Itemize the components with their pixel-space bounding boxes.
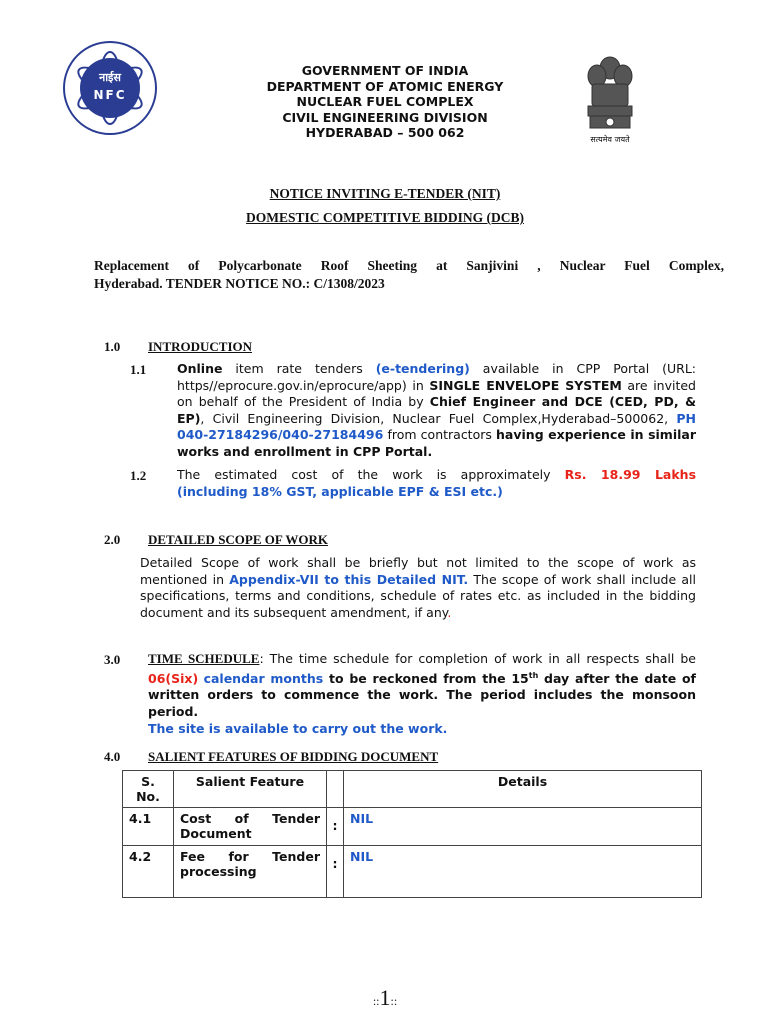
header-line-2: DEPARTMENT OF ATOMIC ENERGY [266, 78, 504, 94]
section-4-title: SALIENT FEATURES OF BIDDING DOCUMENT [148, 749, 439, 764]
section-1-title: INTRODUCTION [148, 339, 253, 354]
row-separator: : [327, 846, 344, 898]
online-text: Online [177, 361, 223, 376]
eligibility-text: having experience in similar works and enrollment in CPP Portal. [177, 427, 696, 459]
header-line-4: CIVIL ENGINEERING DIVISION [282, 109, 488, 125]
nfc-logo [62, 40, 158, 136]
cost-inclusions: (including 18% GST, applicable EPF & ESI etc.) [177, 483, 503, 499]
national-emblem [582, 50, 638, 150]
salient-features-table [122, 770, 702, 898]
table-row [123, 808, 702, 846]
envelope-system-text: SINGLE ENVELOPE SYSTEM [429, 377, 622, 393]
row-details: NIL [344, 808, 702, 846]
time-schedule-paragraph: TIME SCHEDULE: The time schedule for completion of work in all respects shall be 06(Six) calendar months to be reckoned from the 15th day after the date of written orders to commence the work. The period includes the monsoon period. The site is available to carry out the work. [148, 651, 696, 736]
row-feature: Cost of Tender Document [174, 808, 327, 846]
section-3-number: 3.0 [104, 652, 121, 667]
para-1-1: Online item rate tenders (e-tendering) available in CPP Portal (URL: https//eprocure.gov.in/eprocure/app) in SINGLE ENVELOPE SYSTEM are invited on behalf of the President of India by Chief Engineer and DCE (CED, PD, & EP), Civil Engineering Division, Nuclear Fuel Complex,Hyderabad–500062, PH 040-27184296/040-27184496 from contractors having experience in similar works and enrollment in CPP Portal. [177, 361, 696, 459]
office-header [230, 63, 540, 141]
para-1-2-number: 1.2 [130, 468, 147, 483]
bidding-type-title: DOMESTIC COMPETITIVE BIDDING (DCB) [246, 210, 524, 225]
tender-subject [94, 257, 724, 293]
section-1-number: 1.0 [104, 339, 121, 354]
header-line-5: HYDERABAD – 500 062 [305, 125, 465, 140]
site-availability-text: The site is available to carry out the work. [148, 720, 448, 736]
calendar-months-text: calendar months [203, 670, 324, 686]
scope-paragraph: Detailed Scope of work shall be briefly but not limited to the scope of work as mentioned in Appendix-VII to this Detailed NIT. The scope of work shall include all specifications, terms and conditions, schedule of rates etc. as included in the bidding document and its subsequent amendment, if any. [140, 555, 697, 620]
row-sno: 4.1 [123, 808, 174, 846]
section-2-title: DETAILED SCOPE OF WORK [148, 532, 328, 547]
table-row [123, 846, 702, 898]
header-feature: Salient Feature [174, 771, 327, 808]
section-2-number: 2.0 [104, 532, 121, 547]
section-4-number: 4.0 [104, 749, 121, 764]
header-line-1: GOVERNMENT OF INDIA [301, 63, 469, 78]
nfc-label: NFC [93, 88, 127, 102]
para-1-2: The estimated cost of the work is approximately Rs. 18.99 Lakhs (including 18% GST, applicable EPF & ESI etc.) [177, 467, 697, 499]
row-feature: Fee for Tender processing [174, 846, 327, 898]
page-footer: ::1:: [372, 985, 398, 1010]
table-header-row [123, 771, 702, 808]
phone-numbers: PH 040-27184296/040-27184496 [177, 410, 696, 443]
emblem-motto: सत्यमेव जयते [590, 135, 630, 144]
estimated-cost: Rs. 18.99 Lakhs [564, 467, 697, 482]
notice-title: NOTICE INVITING E-TENDER (NIT) [269, 186, 501, 201]
subject-line-1: Replacement of Polycarbonate Roof Sheeting at Sanjivini , Nuclear Fuel Complex, [94, 258, 724, 273]
para-1-1-number: 1.1 [130, 362, 147, 377]
header-line-3: NUCLEAR FUEL COMPLEX [296, 94, 474, 109]
header-sno: S. No. [123, 771, 174, 808]
appendix-reference: Appendix-VII to this Detailed NIT. [229, 571, 469, 587]
page-number: 1 [379, 985, 391, 1010]
row-details: NIL [344, 846, 702, 898]
nfc-hindi-label: नाईस [99, 71, 121, 84]
header-details: Details [344, 771, 702, 808]
subject-line-2: Hyderabad. TENDER NOTICE NO.: C/1308/2023 [94, 276, 385, 291]
row-sno: 4.2 [123, 846, 174, 898]
e-tendering-text: (e-tendering) [375, 361, 470, 376]
row-separator: : [327, 808, 344, 846]
section-3-title: TIME SCHEDULE [148, 651, 260, 666]
authority-text: Chief Engineer and DCE (CED, PD, & EP) [177, 394, 696, 426]
duration-text: 06(Six) [148, 670, 199, 686]
